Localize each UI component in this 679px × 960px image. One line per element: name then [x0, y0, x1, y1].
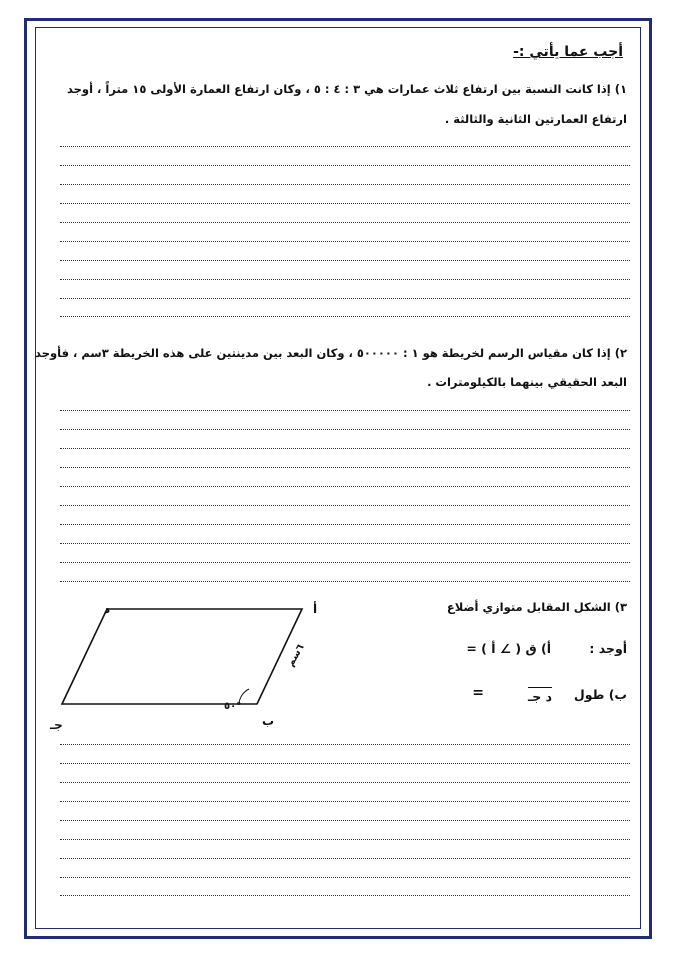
vertex-c-label: جـ — [50, 718, 63, 732]
vertex-b-label: ب — [262, 714, 275, 728]
segment-dc-label: د جـ — [527, 689, 552, 704]
question-3-line-1: ٣) الشكل المقابل متوازي أضلاع — [446, 600, 627, 614]
vertex-d-label: د — [104, 602, 111, 616]
question-3-part-a: أ) ق ( ∠ أ ) = — [466, 641, 551, 656]
question-1-line-2: ارتفاع العمارتين الثانية والثالثة . — [444, 112, 627, 126]
parallelogram-figure — [40, 595, 330, 745]
angle-b-label: ٥٠° — [224, 701, 242, 712]
question-1-line-1: ١) إذا كانت النسبة بين ارتفاع ثلاث عمارات هي ٣ : ٤ : ٥ ، وكان ارتفاع العمارة الأولى ١٥ متراً ، أوجد — [66, 82, 627, 96]
parallelogram-shape — [62, 609, 302, 704]
side-ab-length-label: ٦سم — [285, 642, 307, 669]
answer-lines-q2[interactable] — [60, 410, 630, 582]
question-2-line-2: البعد الحقيقي بينهما بالكيلومترات . — [427, 375, 627, 389]
question-2-line-1: ٢) إذا كان مقياس الرسم لخريطة هو ١ : ٥٠٠٠٠٠ ، وكان البعد بين مدينتين على هذه الخريطة ٣سم ، فأوجد — [35, 346, 627, 360]
question-3-part-b: ب) طول — [573, 687, 627, 702]
answer-lines-q1[interactable] — [60, 146, 630, 316]
question-3-find-label: أوجد : — [589, 641, 627, 656]
vertex-a-label: أ — [313, 602, 318, 616]
worksheet-title: أجب عما يأتي :- — [513, 44, 623, 60]
answer-lines-q3[interactable] — [60, 744, 630, 896]
part-b-equals: = — [472, 685, 484, 701]
